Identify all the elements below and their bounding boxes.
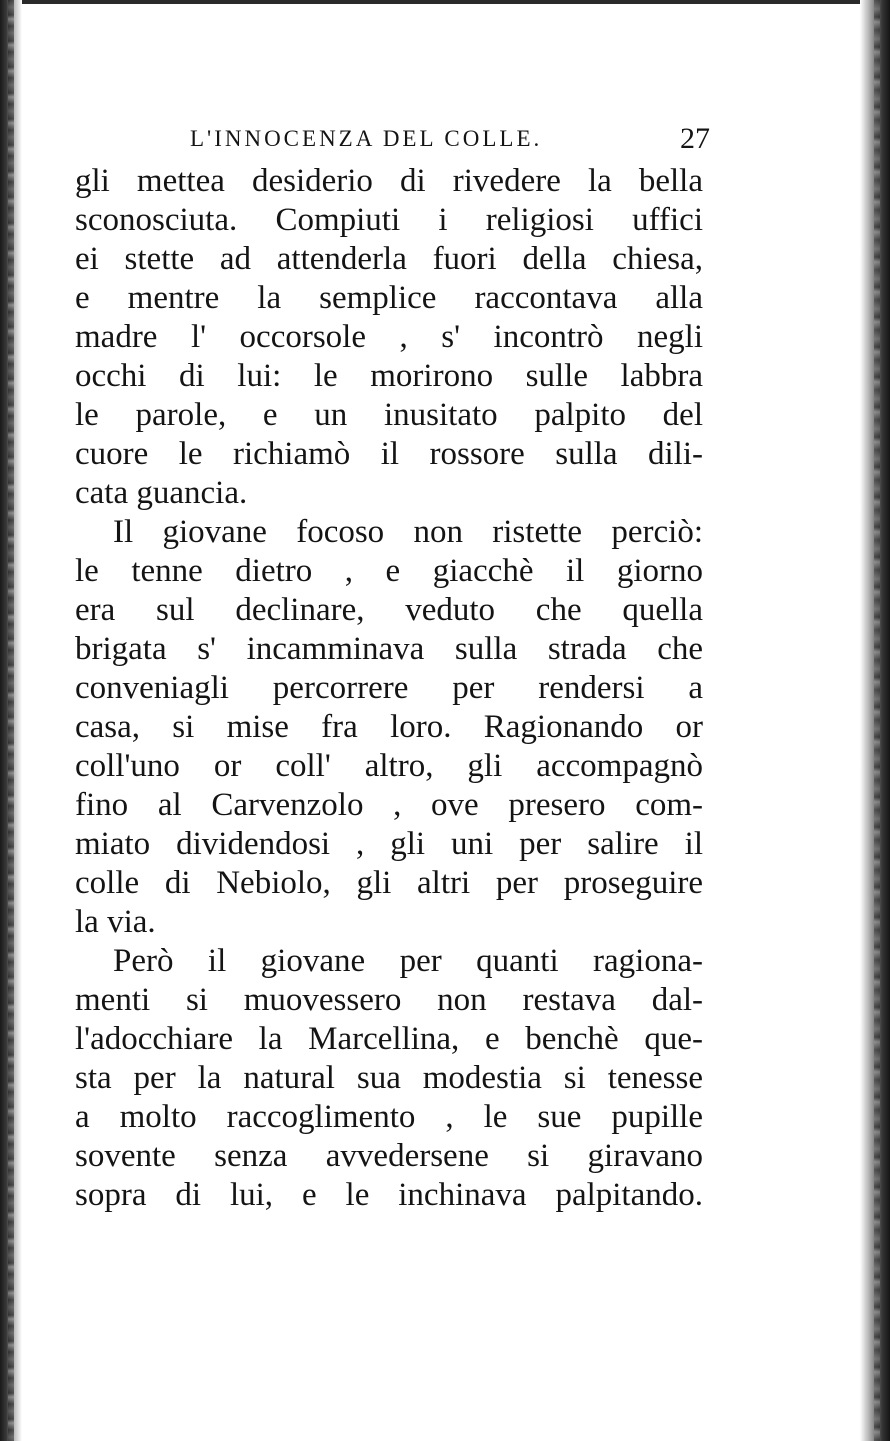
body-text <box>75 162 703 1215</box>
text-line: gli mettea desiderio di rivedere la bella <box>75 163 703 199</box>
text-line: sopra di lui, e le inchinava palpitando. <box>75 1177 703 1213</box>
page-right-edge <box>860 0 890 1441</box>
paragraph-start-line: Però il giovane per quanti ragiona- <box>113 943 703 979</box>
paragraph-end-line: la via. <box>75 904 156 940</box>
text-line: cuore le richiamò il rossore sulla dili- <box>75 436 703 472</box>
text-line: colle di Nebiolo, gli altri per proseguire <box>75 865 703 901</box>
text-line: sconosciuta. Compiuti i religiosi uffici <box>75 202 703 238</box>
paragraph-end-line: cata guancia. <box>75 475 248 511</box>
page-left-binding-shadow <box>8 0 14 1441</box>
page-number: 27 <box>680 122 710 155</box>
text-line: coll'uno or coll' altro, gli accompagnò <box>75 748 703 784</box>
text-line: l'adocchiare la Marcellina, e benchè que- <box>75 1021 703 1057</box>
page-top-edge <box>0 0 890 4</box>
text-line: brigata s' incamminava sulla strada che <box>75 631 703 667</box>
text-line: conveniagli percorrere per rendersi a <box>75 670 703 706</box>
running-title: L'INNOCENZA DEL COLLE. <box>190 126 543 151</box>
paragraph-start-line: Il giovane focoso non ristette perciò: <box>113 514 703 550</box>
page-header <box>190 122 710 166</box>
text-line: le parole, e un inusitato palpito del <box>75 397 703 433</box>
page-left-edge <box>0 0 22 1441</box>
text-line: era sul declinare, veduto che quella <box>75 592 703 628</box>
text-line: miato dividendosi , gli uni per salire il <box>75 826 703 862</box>
text-line: menti si muovessero non restava dal- <box>75 982 703 1018</box>
text-line: casa, si mise fra loro. Ragionando or <box>75 709 703 745</box>
text-line: sovente senza avvedersene si giravano <box>75 1138 703 1174</box>
text-line: fino al Carvenzolo , ove presero com- <box>75 787 703 823</box>
text-line: occhi di lui: le morirono sulle labbra <box>75 358 703 394</box>
text-line: madre l' occorsole , s' incontrò negli <box>75 319 703 355</box>
text-line: a molto raccoglimento , le sue pupille <box>75 1099 703 1135</box>
text-line: ei stette ad attenderla fuori della chiesa, <box>75 241 703 277</box>
page-right-binding-shadow <box>874 0 880 1441</box>
text-line: sta per la natural sua modestia si tenesse <box>75 1060 703 1096</box>
text-line: le tenne dietro , e giacchè il giorno <box>75 553 703 589</box>
text-line: e mentre la semplice raccontava alla <box>75 280 703 316</box>
